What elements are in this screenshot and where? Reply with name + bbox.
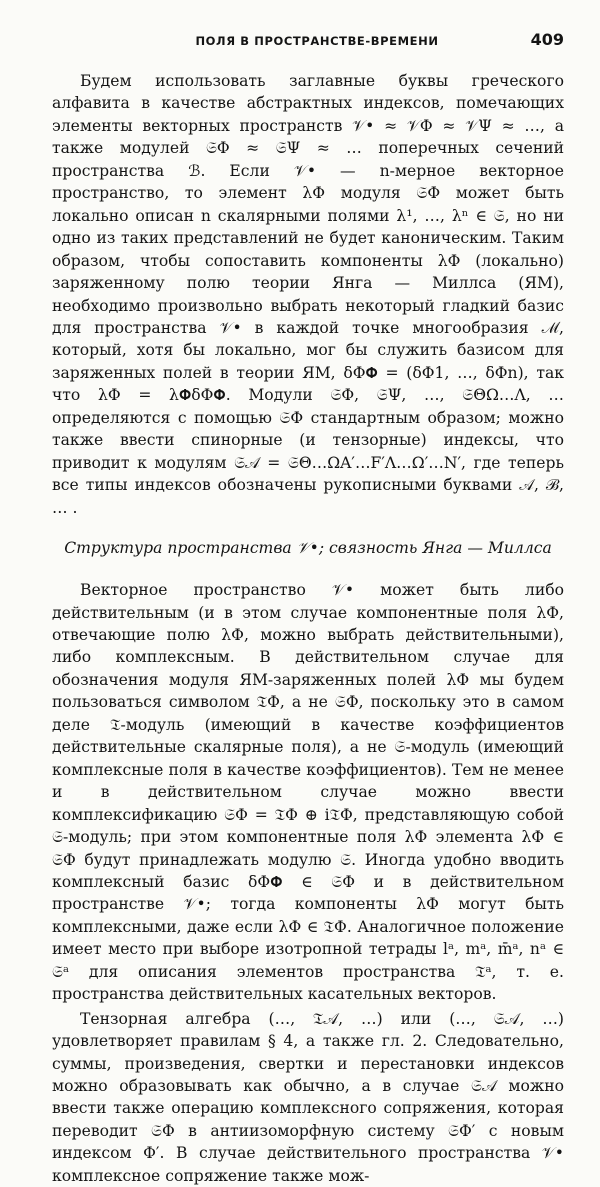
paragraph-vector-space: Векторное пространство 𝒱• может быть либо действительным (и в этом случае компонентные поля λΦ, отвечающие полю λΦ, можно выбрать действительными), либо комплексным. В действительном случае для обозначения модуля ЯМ-заряженных полей λΦ мы будем пользоваться символом 𝔗Φ, а не 𝔖Φ, поскольку это в самом деле 𝔗-модуль (имеющий в качестве коэффициентов действительные скалярные поля), а не 𝔖-модуль (имеющий комплексные поля в качестве коэффициентов). Тем не менее и в действительном случае можно ввести комплексификацию 𝔖Φ = 𝔗Φ ⊕ i𝔗Φ, представляющую собой 𝔖-модуль; при этом компонентные поля λΦ элемента λΦ ∈ 𝔖Φ будут принадлежать модулю 𝔖. Иногда удобно вводить комплексный базис δΦ𝚽 ∈ 𝔖Φ и в действительном пространстве 𝒱•; тогда компоненты λΦ могут быть комплексными, даже если λΦ ∈ 𝔗Φ. Аналогичное положение имеет место при выборе изотропной тетрады lᵃ, mᵃ, m̄ᵃ, nᵃ ∈ 𝔖ᵃ для описания элементов пространства 𝔗ᵃ, т. е. пространства действительных касательных векторов.	[52, 581, 564, 1004]
paragraph-abstract-indices: Будем использовать заглавные буквы греческого алфавита в качестве абстрактных индексов, помечающих элементы векторных пространств 𝒱• ≈ 𝒱Φ ≈ 𝒱Ψ ≈ …, а также модулей 𝔖Φ ≈ 𝔖Ψ ≈ … поперечных сечений пространства ℬ. Если 𝒱• — n-мерное векторное пространство, то элемент λΦ модуля 𝔖Φ может быть локально описан n скалярными полями λ¹, …, λⁿ ∈ 𝔖, но ни одно из таких представлений не будет каноническим. Таким образом, чтобы сопоставить компоненты λΦ (локально) заряженному полю теории Янга — Миллса (ЯМ), необходимо произвольно выбрать некоторый гладкий базис для пространства 𝒱• в каждой точке многообразия ℳ, который, хотя бы локально, мог бы служить базисом для заряженных полей в теории ЯМ, δΦ𝚽 = (δΦ1, …, δΦn), так что λΦ = λ𝚽δΦ𝚽. Модули 𝔖Φ, 𝔖Ψ, …, 𝔖ΘΩ…Λ, … определяются с помощью 𝔖Φ стандартным образом; можно также ввести спинорные (и тензорные) индексы, что приводит к модулям 𝔖𝒜 = 𝔖Θ…ΩA′…F′Λ…Ω′…N′, где теперь все типы индексов обозначены рукописными буквами 𝒜, ℬ, … .	[52, 72, 564, 517]
section-heading: Структура пространства 𝒱•; связность Янга — Миллса	[64, 539, 552, 558]
body-text	[52, 70, 564, 1187]
page-number: 409	[530, 30, 564, 49]
paragraph-tensor-algebra: Тензорная алгебра (…, 𝔗𝒜, …) или (…, 𝔖𝒜, …) удовлетворяет правилам § 4, а также гл. 2. Следовательно, суммы, произведения, свертки и перестановки индексов можно образовывать как обычно, а в случае 𝔖𝒜 можно ввести также операцию комплексного сопряжения, которая переводит 𝔖Φ в антиизоморфную систему 𝔖Φ′ с новым индексом Φ′. В случае действительного пространства 𝒱• комплексное сопряжение также мож-	[52, 1009, 564, 1185]
page-header	[70, 30, 564, 54]
running-head: ПОЛЯ В ПРОСТРАНСТВЕ-ВРЕМЕНИ	[195, 34, 439, 48]
